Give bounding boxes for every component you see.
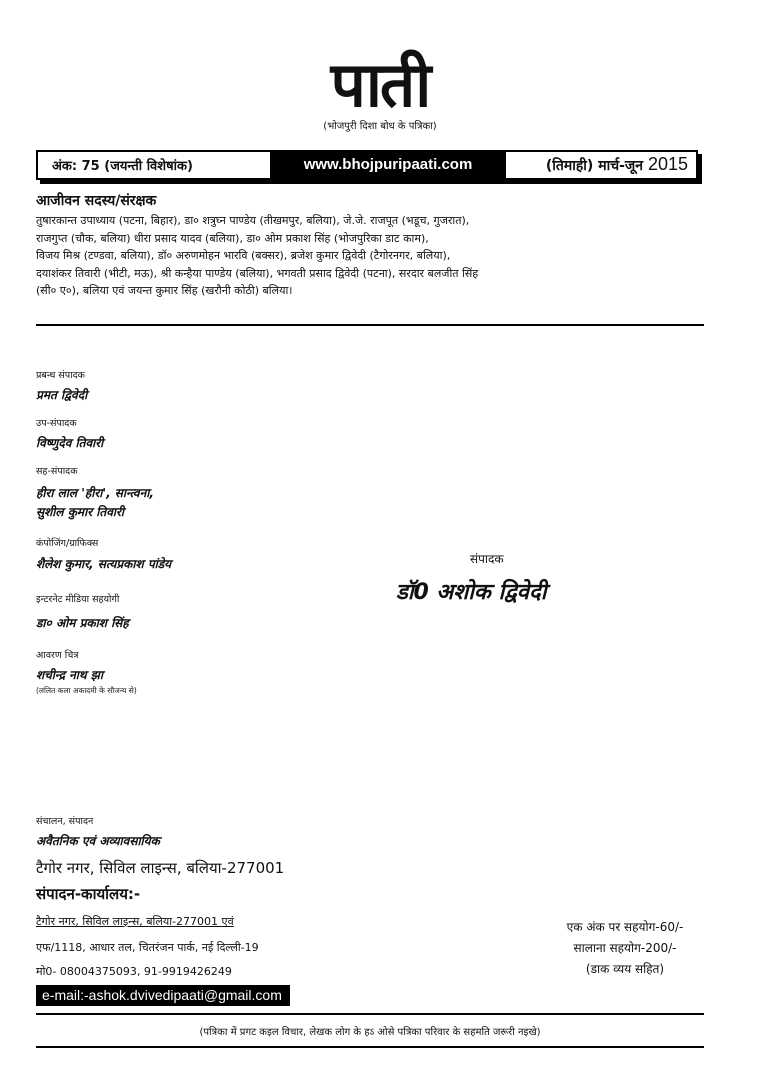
email-link[interactable]: e-mail:-ashok.dvivedipaati@gmail.com — [36, 985, 290, 1006]
members-list — [36, 212, 686, 300]
disclaimer: (पत्रिका में प्रगट कइल विचार, लेखक लोग के हऽ ओसे पत्रिका परिवार के सहमति जरूरी नइखे) — [199, 1027, 541, 1038]
office-address-1: टैगोर नगर, सिविल लाइन्स, बलिया-277001 एवं — [36, 915, 234, 928]
members-line: तुषारकान्त उपाध्याय (पटना, बिहार), डा० शत्रुघ्न पाण्डेय (तीखमपुर, बलिया), जे.जे. राजपूत (भडूच, गुजरात), — [36, 214, 470, 227]
editor-label: संपादक — [470, 552, 504, 566]
cover-art-name: शचीन्द्र नाथ झा — [36, 668, 103, 682]
managing-editor-role: प्रबन्ध संपादक — [36, 370, 85, 381]
office-heading: संपादन-कार्यालय:- — [36, 885, 141, 903]
composing-role: कंपोजिंग/ग्राफिक्स — [36, 538, 99, 549]
issue-info-bar — [36, 150, 698, 180]
operation-name: अवैतनिक एवं अव्यावसायिक — [36, 834, 160, 848]
members-line: दयाशंकर तिवारी (भीटी, मऊ), श्री कन्हैया पाण्डेय (बलिया), भगवती प्रसाद द्विवेदी (पटना), सरदार बलजीत सिंह — [36, 266, 479, 280]
operation-address: टैगोर नगर, सिविल लाइन्स, बलिया-277001 — [36, 859, 285, 877]
period-label: (तिमाही) मार्च-जून — [545, 158, 644, 174]
members-heading: आजीवन सदस्य/संरक्षक — [36, 193, 157, 209]
price-postage-note: (डाक व्यय सहित) — [585, 962, 665, 976]
price-per-issue: एक अंक पर सहयोग-60/- — [566, 920, 684, 934]
office-phone: मो0- 08004375093, 91-9919426249 — [36, 965, 232, 978]
internet-media-name: डा० ओम प्रकाश सिंह — [36, 616, 129, 630]
co-editors-name: सुशील कुमार तिवारी — [36, 505, 125, 519]
co-editors-name: हीरा लाल 'हीरा', सान्त्वना, — [36, 486, 154, 500]
divider — [36, 1046, 704, 1048]
composing-name: शैलेश कुमार, सत्यप्रकाश पांडेय — [36, 557, 172, 571]
divider — [36, 324, 704, 326]
members-line: (सी० ए०), बलिया एवं जयन्त कुमार सिंह (खरौनी कोठी) बलिया। — [36, 284, 293, 297]
issue-year: 2015 — [647, 154, 688, 174]
internet-media-role: इन्टरनेट मीडिया सहयोगी — [36, 594, 120, 605]
issue-number: अंक: 75 (जयन्ती विशेषांक) — [52, 159, 193, 174]
associate-editor-name: विष्णुदेव तिवारी — [36, 436, 104, 450]
cover-art-credit: (ललित कला अकादमी के सौजन्य से) — [36, 686, 137, 695]
issue-period — [546, 154, 688, 175]
associate-editor-role: उप-संपादक — [36, 418, 77, 429]
members-line: राजगुप्त (चौक, बलिया) धीरा प्रसाद यादव (बलिया), डा० ओम प्रकाश सिंह (भोजपुरिका डाट काम), — [36, 231, 429, 245]
price-annual: सालाना सहयोग-200/- — [573, 941, 677, 955]
office-address-2: एफ/1118, आधार तल, चितरंजन पार्क, नई दिल्ली-19 — [36, 941, 259, 954]
cover-art-role: आवरण चित्र — [36, 650, 79, 661]
managing-editor-name: प्रमत द्विवेदी — [36, 388, 88, 402]
masthead-tagline: (भोजपुरी दिशा बोध के पत्रिका) — [323, 121, 437, 132]
co-editors-role: सह-संपादक — [36, 466, 78, 477]
website-link[interactable]: www.bhojpuripaati.com — [270, 152, 506, 178]
operation-role: संचालन, संपादन — [36, 816, 94, 827]
members-line: विजय मिश्र (टण्डवा, बलिया), डॉ० अरुणमोहन भारवि (बक्सर), ब्रजेश कुमार द्विवेदी (टैगोरनगर, बलिया), — [36, 249, 451, 262]
divider — [36, 1013, 704, 1015]
masthead-logo: पाती — [330, 48, 430, 121]
editor-name: डॉ0 अशोक द्विवेदी — [396, 580, 547, 605]
